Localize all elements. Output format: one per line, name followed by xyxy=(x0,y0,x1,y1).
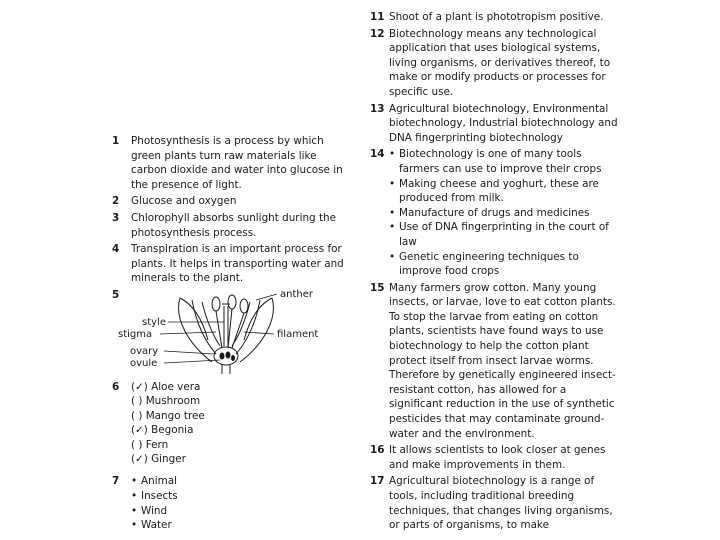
answer-1 xyxy=(112,134,344,192)
answer-text: Shoot of a plant is phototropism positive. xyxy=(389,11,604,23)
answer-17 xyxy=(370,474,620,532)
label-stigma: stigma xyxy=(118,328,153,340)
answer-14 xyxy=(370,147,620,278)
checklist-item: (✓) Begonia xyxy=(131,424,194,437)
bullet-list xyxy=(389,147,620,278)
bullet-item: • Manufacture of drugs and medicines xyxy=(389,206,620,221)
checklist-item: ( ) Fern xyxy=(131,438,169,451)
answer-text: Many farmers grow cotton. Many young insects, or larvae, love to eat cotton plants. To stop the larvae from eating on cotton plants, scientists have found ways to use biotechnology to help the cotton plant protect itself from insect larvae worms. Therefore by genetically engineered insect-resistant cotton, has allowed for a significant reduction in the use of synthetic pesticides that may contaminate ground-water and the environment. xyxy=(389,281,616,440)
bullet-item: • Genetic engineering techniques to improve food crops xyxy=(389,250,620,279)
label-ovary: ovary xyxy=(130,345,159,357)
answer-6 xyxy=(112,380,344,466)
stem-shape xyxy=(222,365,230,374)
answer-number: 5 xyxy=(112,288,120,301)
bullet-item: • Use of DNA fingerprinting in the court of law xyxy=(389,220,620,249)
answer-text: Glucose and oxygen xyxy=(131,195,237,208)
leader-line xyxy=(256,294,277,300)
answer-number: 6 xyxy=(112,380,120,393)
answer-number: 17 xyxy=(370,475,385,488)
answer-number: 3 xyxy=(112,211,120,224)
checklist-item: (✓) Aloe vera xyxy=(131,380,201,393)
checklist xyxy=(131,380,344,466)
ovule-shape xyxy=(226,351,231,358)
answer-11 xyxy=(370,10,620,25)
checklist-item: ( ) Mushroom xyxy=(131,395,201,408)
bullet-item: • Biotechnology is one of many tools farmers can use to improve their crops xyxy=(389,147,620,176)
answer-number: 16 xyxy=(370,444,385,457)
answer-13 xyxy=(370,102,620,146)
bullet-list xyxy=(131,474,344,532)
answer-number: 2 xyxy=(112,195,120,208)
label-filament: filament xyxy=(277,328,319,340)
answer-number: 15 xyxy=(370,281,385,294)
answer-7 xyxy=(112,474,344,532)
answer-text: Agricultural biotechnology is a range of tools, including traditional breeding techniques, that changes living organisms, or parts of organisms, to make xyxy=(389,475,613,532)
answer-text: Chlorophyll absorbs sunlight during the photosynthesis process. xyxy=(131,211,337,239)
ovule-shape xyxy=(231,355,235,361)
answer-number: 1 xyxy=(112,135,120,147)
answer-number: 11 xyxy=(370,11,385,23)
anther-shape xyxy=(228,295,236,309)
answer-number: 14 xyxy=(370,148,385,161)
answer-15 xyxy=(370,281,620,442)
left-column xyxy=(112,134,344,537)
right-column xyxy=(370,10,620,537)
flower-diagram xyxy=(112,288,344,374)
answer-5 xyxy=(112,288,344,368)
answer-4 xyxy=(112,242,344,286)
leader-line xyxy=(244,332,274,334)
answer-text: Agricultural biotechnology, Environmental biotechnology, Industrial biotechnology and DNA fingerprinting biotechnology xyxy=(389,102,618,144)
answer-2 xyxy=(112,194,344,209)
checklist-item: (✓) Ginger xyxy=(131,452,186,465)
answer-12 xyxy=(370,27,620,100)
answer-16 xyxy=(370,443,620,472)
anther-shape xyxy=(240,299,248,313)
bullet-item: • Making cheese and yoghurt, these are produced from milk. xyxy=(389,177,620,206)
label-style: style xyxy=(142,316,166,328)
ovule-shape xyxy=(220,352,225,359)
bullet-item: • Wind xyxy=(131,504,344,519)
leader-line xyxy=(160,332,216,334)
answer-text: It allows scientists to look closer at genes and make improvements in them. xyxy=(389,444,606,471)
bullet-item: • Insects xyxy=(131,489,344,504)
anther-shape xyxy=(212,297,220,311)
answer-number: 12 xyxy=(370,27,385,40)
answer-number: 7 xyxy=(112,475,120,488)
inner-petal xyxy=(192,300,260,354)
answer-3 xyxy=(112,211,344,240)
answer-number: 4 xyxy=(112,243,120,256)
answer-text: Photosynthesis is a process by which green plants turn raw materials like carbon dioxide and water into glucose in the presence of light. xyxy=(131,135,343,191)
label-ovule: ovule xyxy=(130,357,158,369)
filament-shape xyxy=(216,309,244,348)
leader-line xyxy=(164,351,214,354)
label-anther: anther xyxy=(280,288,313,300)
answer-text: Biotechnology means any technological application that uses biological systems, living organisms, or derivatives thereof, to make or modify products or processes for specific use. xyxy=(389,27,611,98)
answer-text: Transpiration is an important process for plants. It helps in transporting water and minerals to the plant. xyxy=(131,243,344,285)
checklist-item: ( ) Mango tree xyxy=(131,409,205,422)
bullet-item: • Animal xyxy=(131,474,344,489)
answer-number: 13 xyxy=(370,102,385,115)
bullet-item: • Water xyxy=(131,518,344,533)
